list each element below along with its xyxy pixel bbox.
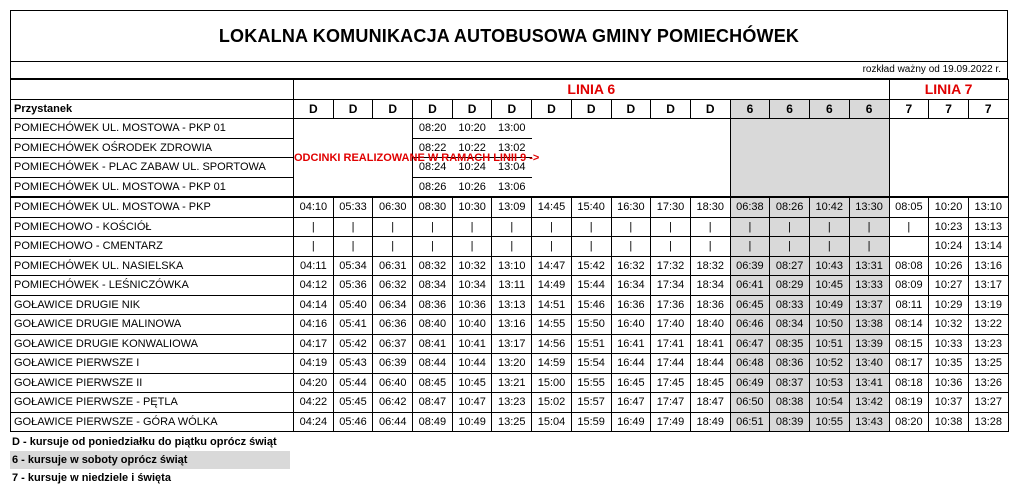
time-cell: 13:23 — [492, 393, 532, 413]
time-cell: 17:49 — [651, 412, 691, 432]
table-row — [11, 354, 1009, 374]
time-cell: 10:53 — [809, 373, 849, 393]
time-cell: 13:14 — [968, 237, 1008, 257]
time-cell: 08:26 — [413, 177, 453, 197]
stop-header: Przystanek — [11, 99, 294, 119]
time-cell: 13:13 — [968, 217, 1008, 237]
time-cell: 17:30 — [651, 197, 691, 217]
linia-7-label: LINIA 7 — [889, 80, 1008, 100]
time-cell: 10:20 — [929, 197, 969, 217]
time-cell: | — [452, 217, 492, 237]
time-cell: 13:33 — [849, 276, 889, 296]
time-cell: 10:24 — [929, 237, 969, 257]
day-type-header: D — [611, 99, 651, 119]
time-cell: 10:47 — [452, 393, 492, 413]
stop-name: GOŁAWICE DRUGIE MALINOWA — [11, 315, 294, 335]
time-cell: 06:37 — [373, 334, 413, 354]
time-cell: 10:49 — [452, 412, 492, 432]
table-row — [11, 334, 1009, 354]
time-cell: 05:45 — [333, 393, 373, 413]
time-cell: 06:31 — [373, 256, 413, 276]
time-cell: 13:28 — [968, 412, 1008, 432]
day-type-header: D — [690, 99, 730, 119]
time-cell: | — [770, 217, 810, 237]
time-cell: | — [809, 237, 849, 257]
time-cell: 17:47 — [651, 393, 691, 413]
day-type-header: D — [413, 99, 453, 119]
stop-name: POMIECHÓWEK UL. NASIELSKA — [11, 256, 294, 276]
time-cell: 10:32 — [929, 315, 969, 335]
time-cell: 15:02 — [532, 393, 572, 413]
day-type-header: 6 — [849, 99, 889, 119]
time-cell: 08:45 — [413, 373, 453, 393]
time-cell: | — [611, 217, 651, 237]
time-cell: 13:17 — [492, 334, 532, 354]
table-row — [11, 373, 1009, 393]
stop-name: POMIECHÓWEK - PLAC ZABAW UL. SPORTOWA — [11, 158, 294, 178]
time-cell: 16:49 — [611, 412, 651, 432]
time-cell: 10:30 — [452, 197, 492, 217]
time-cell: 08:19 — [889, 393, 929, 413]
time-cell: 18:34 — [690, 276, 730, 296]
time-cell: 14:56 — [532, 334, 572, 354]
time-cell: 16:44 — [611, 354, 651, 374]
time-cell: 13:39 — [849, 334, 889, 354]
time-cell: 17:40 — [651, 315, 691, 335]
time-cell: | — [651, 237, 691, 257]
stop-name: POMIECHÓWEK UL. MOSTOWA - PKP 01 — [11, 119, 294, 139]
time-cell: 08:44 — [413, 354, 453, 374]
time-cell: | — [373, 237, 413, 257]
time-cell: 08:20 — [889, 412, 929, 432]
time-cell: 15:04 — [532, 412, 572, 432]
time-cell: 10:36 — [929, 373, 969, 393]
time-cell: | — [809, 217, 849, 237]
time-cell: 06:41 — [730, 276, 770, 296]
time-cell: 15:59 — [571, 412, 611, 432]
time-cell: 17:41 — [651, 334, 691, 354]
time-cell: 13:04 — [492, 158, 532, 178]
time-cell: 13:11 — [492, 276, 532, 296]
time-cell: 10:38 — [929, 412, 969, 432]
time-cell: 08:36 — [770, 354, 810, 374]
table-row — [11, 393, 1009, 413]
time-cell: 13:09 — [492, 197, 532, 217]
time-cell: 15:57 — [571, 393, 611, 413]
time-cell: 10:51 — [809, 334, 849, 354]
table-row — [11, 237, 1009, 257]
time-cell: | — [413, 217, 453, 237]
legend-weekday: D - kursuje od poniedziałku do piątku oprócz świąt — [12, 436, 277, 448]
time-cell: 08:27 — [770, 256, 810, 276]
empty-block — [532, 119, 730, 198]
time-cell: 10:20 — [452, 119, 492, 139]
time-cell: 08:09 — [889, 276, 929, 296]
time-cell: 08:35 — [770, 334, 810, 354]
time-cell: 05:43 — [333, 354, 373, 374]
time-cell: 10:37 — [929, 393, 969, 413]
time-cell: 05:46 — [333, 412, 373, 432]
day-type-header: D — [452, 99, 492, 119]
time-cell: 08:15 — [889, 334, 929, 354]
time-cell: 17:45 — [651, 373, 691, 393]
time-cell: 10:45 — [809, 276, 849, 296]
time-cell: 06:47 — [730, 334, 770, 354]
day-type-header: 6 — [770, 99, 810, 119]
time-cell: 10:54 — [809, 393, 849, 413]
time-cell: 10:33 — [929, 334, 969, 354]
time-cell: 06:38 — [730, 197, 770, 217]
time-cell: 06:51 — [730, 412, 770, 432]
time-cell: 16:32 — [611, 256, 651, 276]
time-cell: | — [571, 217, 611, 237]
time-cell: 15:44 — [571, 276, 611, 296]
time-cell: 13:27 — [968, 393, 1008, 413]
time-cell: | — [770, 237, 810, 257]
legend-saturday: 6 - kursuje w soboty oprócz świąt — [10, 451, 290, 469]
time-cell: 05:36 — [333, 276, 373, 296]
time-cell: 13:43 — [849, 412, 889, 432]
time-cell: 17:34 — [651, 276, 691, 296]
time-cell: 14:49 — [532, 276, 572, 296]
time-cell: | — [651, 217, 691, 237]
time-cell: | — [690, 237, 730, 257]
time-cell: 06:40 — [373, 373, 413, 393]
time-cell: 04:24 — [294, 412, 334, 432]
time-cell: 13:25 — [492, 412, 532, 432]
time-cell: 13:22 — [968, 315, 1008, 335]
time-cell: 10:52 — [809, 354, 849, 374]
time-cell: 04:22 — [294, 393, 334, 413]
time-cell: 16:36 — [611, 295, 651, 315]
saturday-empty-block — [730, 119, 889, 198]
stop-name: POMIECHÓWEK - LEŚNICZÓWKA — [11, 276, 294, 296]
time-cell: 16:30 — [611, 197, 651, 217]
time-cell: 10:50 — [809, 315, 849, 335]
time-cell: 14:45 — [532, 197, 572, 217]
time-cell: 08:22 — [413, 138, 453, 158]
time-cell: 13:16 — [492, 315, 532, 335]
time-cell: 10:32 — [452, 256, 492, 276]
time-cell: | — [294, 217, 334, 237]
time-cell: 10:23 — [929, 217, 969, 237]
time-cell: 06:45 — [730, 295, 770, 315]
time-cell: 08:41 — [413, 334, 453, 354]
time-cell: 08:39 — [770, 412, 810, 432]
day-type-header: D — [651, 99, 691, 119]
time-cell: | — [452, 237, 492, 257]
sunday-empty-block — [889, 119, 1008, 198]
table-row — [11, 295, 1009, 315]
time-cell: | — [333, 217, 373, 237]
time-cell: 08:20 — [413, 119, 453, 139]
stop-name: GOŁAWICE PIERWSZE - PĘTLA — [11, 393, 294, 413]
time-cell: 05:40 — [333, 295, 373, 315]
time-cell: 06:50 — [730, 393, 770, 413]
time-cell: 08:05 — [889, 197, 929, 217]
time-cell: 10:29 — [929, 295, 969, 315]
day-type-header: D — [373, 99, 413, 119]
time-cell: 14:51 — [532, 295, 572, 315]
time-cell: | — [492, 217, 532, 237]
time-cell: 15:46 — [571, 295, 611, 315]
time-cell: 18:40 — [690, 315, 730, 335]
time-cell: 06:46 — [730, 315, 770, 335]
time-cell: 13:17 — [968, 276, 1008, 296]
time-cell — [889, 237, 929, 257]
time-cell: 06:49 — [730, 373, 770, 393]
time-cell: | — [492, 237, 532, 257]
time-cell: 10:22 — [452, 138, 492, 158]
time-cell: 14:47 — [532, 256, 572, 276]
legend-sunday: 7 - kursuje w niedziele i święta — [12, 472, 171, 484]
time-cell: | — [611, 237, 651, 257]
time-cell: | — [294, 237, 334, 257]
time-cell: 05:33 — [333, 197, 373, 217]
time-cell: 08:30 — [413, 197, 453, 217]
time-cell: 18:45 — [690, 373, 730, 393]
time-cell: 14:59 — [532, 354, 572, 374]
time-cell: 15:51 — [571, 334, 611, 354]
time-cell: 06:44 — [373, 412, 413, 432]
stop-name: GOŁAWICE DRUGIE KONWALIOWA — [11, 334, 294, 354]
time-cell: 08:24 — [413, 158, 453, 178]
time-cell: 08:38 — [770, 393, 810, 413]
day-type-header: D — [294, 99, 334, 119]
time-cell: 18:47 — [690, 393, 730, 413]
time-cell: 10:45 — [452, 373, 492, 393]
blank-cell — [11, 80, 294, 100]
day-type-header: D — [492, 99, 532, 119]
time-cell: 16:34 — [611, 276, 651, 296]
time-cell: 18:32 — [690, 256, 730, 276]
stop-name: POMIECHÓWEK UL. MOSTOWA - PKP 01 — [11, 177, 294, 197]
time-cell: 18:41 — [690, 334, 730, 354]
time-cell: 18:49 — [690, 412, 730, 432]
time-cell: 13:37 — [849, 295, 889, 315]
time-cell: 17:44 — [651, 354, 691, 374]
time-cell: 05:41 — [333, 315, 373, 335]
time-cell: 04:10 — [294, 197, 334, 217]
time-cell: 08:26 — [770, 197, 810, 217]
time-cell: 16:40 — [611, 315, 651, 335]
time-cell: 06:34 — [373, 295, 413, 315]
time-cell: 10:41 — [452, 334, 492, 354]
day-type-header: 6 — [730, 99, 770, 119]
stop-name: GOŁAWICE PIERWSZE I — [11, 354, 294, 374]
time-cell: 10:35 — [929, 354, 969, 374]
time-cell: 13:41 — [849, 373, 889, 393]
time-cell: 13:38 — [849, 315, 889, 335]
time-cell: 08:08 — [889, 256, 929, 276]
time-cell: 08:17 — [889, 354, 929, 374]
time-cell: 06:48 — [730, 354, 770, 374]
stop-name: POMIECHOWO - KOŚCIÓŁ — [11, 217, 294, 237]
day-type-header: D — [532, 99, 572, 119]
time-cell: 13:40 — [849, 354, 889, 374]
time-cell: 08:11 — [889, 295, 929, 315]
time-cell: 08:47 — [413, 393, 453, 413]
time-cell: 05:34 — [333, 256, 373, 276]
day-type-header: 6 — [809, 99, 849, 119]
time-cell: | — [532, 217, 572, 237]
time-cell: | — [730, 237, 770, 257]
time-cell: 13:20 — [492, 354, 532, 374]
time-cell: 06:39 — [373, 354, 413, 374]
time-cell: 10:24 — [452, 158, 492, 178]
time-cell: 14:55 — [532, 315, 572, 335]
table-row — [11, 197, 1009, 217]
table-row — [11, 315, 1009, 335]
time-cell: 13:42 — [849, 393, 889, 413]
linia-header-row — [11, 80, 1009, 100]
time-cell: 06:32 — [373, 276, 413, 296]
time-cell: 06:30 — [373, 197, 413, 217]
table-row — [11, 276, 1009, 296]
time-cell: 15:42 — [571, 256, 611, 276]
time-cell: 08:14 — [889, 315, 929, 335]
day-type-header: 7 — [929, 99, 969, 119]
time-cell: 08:40 — [413, 315, 453, 335]
time-cell: 04:20 — [294, 373, 334, 393]
stop-name: GOŁAWICE PIERWSZE II — [11, 373, 294, 393]
timetable-sheet — [10, 10, 1008, 487]
time-cell: | — [413, 237, 453, 257]
time-cell: 13:21 — [492, 373, 532, 393]
day-type-header: 7 — [889, 99, 929, 119]
time-cell: 13:25 — [968, 354, 1008, 374]
time-cell: 13:02 — [492, 138, 532, 158]
time-cell: 08:33 — [770, 295, 810, 315]
time-cell: 06:39 — [730, 256, 770, 276]
time-cell: 15:40 — [571, 197, 611, 217]
stop-name: POMIECHÓWEK UL. MOSTOWA - PKP — [11, 197, 294, 217]
time-cell: 13:30 — [849, 197, 889, 217]
time-cell: 10:26 — [929, 256, 969, 276]
time-cell: 08:49 — [413, 412, 453, 432]
time-cell: 04:19 — [294, 354, 334, 374]
time-cell: 10:26 — [452, 177, 492, 197]
time-cell: 10:44 — [452, 354, 492, 374]
time-cell: 06:42 — [373, 393, 413, 413]
time-cell: 18:30 — [690, 197, 730, 217]
time-cell: 10:49 — [809, 295, 849, 315]
stop-name: GOŁAWICE DRUGIE NIK — [11, 295, 294, 315]
time-cell: 15:55 — [571, 373, 611, 393]
time-cell: 16:41 — [611, 334, 651, 354]
time-cell: | — [849, 217, 889, 237]
time-cell: 18:36 — [690, 295, 730, 315]
time-cell: 04:17 — [294, 334, 334, 354]
time-cell: 04:11 — [294, 256, 334, 276]
time-cell: 08:36 — [413, 295, 453, 315]
time-cell: 13:26 — [968, 373, 1008, 393]
time-cell: 08:18 — [889, 373, 929, 393]
time-cell: 13:16 — [968, 256, 1008, 276]
time-cell: 16:45 — [611, 373, 651, 393]
time-cell: 10:34 — [452, 276, 492, 296]
table-row — [11, 217, 1009, 237]
time-cell: 05:44 — [333, 373, 373, 393]
time-cell: 13:13 — [492, 295, 532, 315]
time-cell: 05:42 — [333, 334, 373, 354]
column-header-row — [11, 99, 1009, 119]
time-cell: | — [532, 237, 572, 257]
time-cell: 17:32 — [651, 256, 691, 276]
time-cell: 08:29 — [770, 276, 810, 296]
table-row — [11, 256, 1009, 276]
time-cell: | — [889, 217, 929, 237]
day-type-header: 7 — [968, 99, 1008, 119]
time-cell: 04:16 — [294, 315, 334, 335]
time-cell: 13:00 — [492, 119, 532, 139]
table-row — [11, 412, 1009, 432]
page-title: LOKALNA KOMUNIKACJA AUTOBUSOWA GMINY POMIECHÓWEK — [10, 10, 1008, 62]
time-cell: 04:14 — [294, 295, 334, 315]
stop-name: POMIECHOWO - CMENTARZ — [11, 237, 294, 257]
time-cell: 10:40 — [452, 315, 492, 335]
time-cell: 10:36 — [452, 295, 492, 315]
time-cell: 18:44 — [690, 354, 730, 374]
time-cell: | — [373, 217, 413, 237]
stop-name: GOŁAWICE PIERWSZE - GÓRA WÓLKA — [11, 412, 294, 432]
time-cell: 13:10 — [492, 256, 532, 276]
time-cell: 06:36 — [373, 315, 413, 335]
time-cell: 17:36 — [651, 295, 691, 315]
time-cell: 04:12 — [294, 276, 334, 296]
time-cell: 15:00 — [532, 373, 572, 393]
time-cell: | — [571, 237, 611, 257]
time-cell: | — [690, 217, 730, 237]
time-cell: 15:54 — [571, 354, 611, 374]
time-cell: 10:43 — [809, 256, 849, 276]
time-cell: 10:27 — [929, 276, 969, 296]
linia-6-label: LINIA 6 — [294, 80, 890, 100]
time-cell: 08:34 — [413, 276, 453, 296]
linia9-note: ODCINKI REALIZOWANE W RAMACH LINII 9 -> — [294, 119, 413, 198]
time-cell: 13:10 — [968, 197, 1008, 217]
time-cell: 08:32 — [413, 256, 453, 276]
time-cell: 13:06 — [492, 177, 532, 197]
time-cell: 13:31 — [849, 256, 889, 276]
upper-row — [11, 119, 1009, 139]
time-cell: 08:37 — [770, 373, 810, 393]
time-cell: 15:50 — [571, 315, 611, 335]
time-cell: 16:47 — [611, 393, 651, 413]
time-cell: | — [730, 217, 770, 237]
validity-note: rozkład ważny od 19.09.2022 r. — [10, 62, 1008, 79]
time-cell: 13:19 — [968, 295, 1008, 315]
time-cell: | — [849, 237, 889, 257]
stop-name: POMIECHÓWEK OŚRODEK ZDROWIA — [11, 138, 294, 158]
time-cell: 13:23 — [968, 334, 1008, 354]
day-type-header: D — [333, 99, 373, 119]
time-cell: 08:34 — [770, 315, 810, 335]
time-cell: 10:55 — [809, 412, 849, 432]
time-cell: 10:42 — [809, 197, 849, 217]
timetable — [10, 79, 1009, 432]
time-cell: | — [333, 237, 373, 257]
day-type-header: D — [571, 99, 611, 119]
